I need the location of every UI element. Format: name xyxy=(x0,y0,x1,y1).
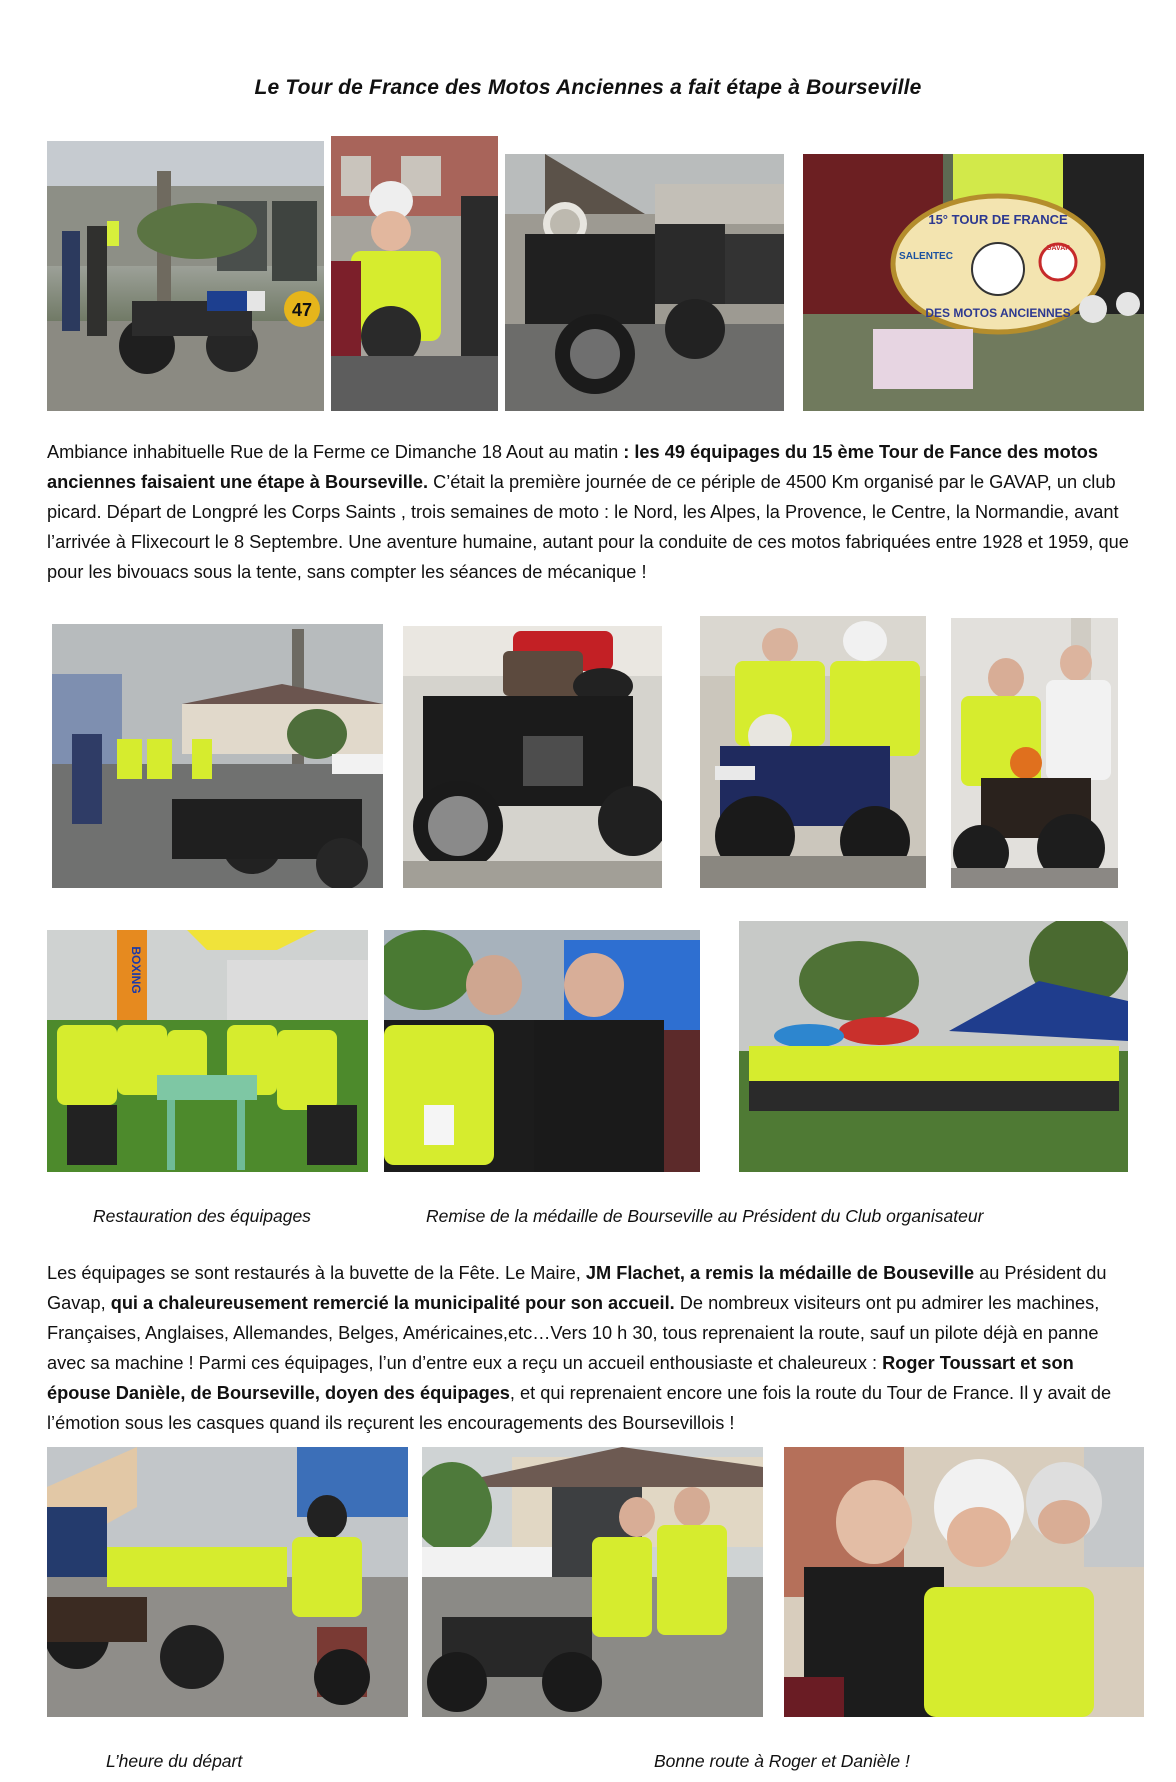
photo-riders-blue-motorcycle xyxy=(700,616,926,888)
caption-remise: Remise de la médaille de Bourseville au Président du Club organisateur xyxy=(426,1206,984,1226)
photo-street-participants xyxy=(52,624,383,888)
photo-roger-daniele xyxy=(784,1447,1144,1717)
paragraph-intro xyxy=(47,437,1137,587)
para2-text-1: Les équipages se sont restaurés à la buvette de la Fête. Le Maire, xyxy=(47,1263,586,1283)
caption-depart: L’heure du départ xyxy=(106,1751,243,1771)
photo-motorcycles-row xyxy=(505,154,784,411)
boxing-sign: BOXING xyxy=(129,946,143,994)
race-number: 47 xyxy=(291,300,313,320)
para2-bold-1: JM Flachet, a remis la médaille de Bouseville xyxy=(585,1263,975,1283)
photo-restauration xyxy=(47,930,368,1172)
photo-two-men-motorcycle xyxy=(951,618,1118,888)
photo-rider-helmet xyxy=(331,136,498,411)
badge-club-text: GAVAP xyxy=(1046,245,1070,252)
caption-restauration: Restauration des équipages xyxy=(93,1206,311,1226)
photo-tour-badge xyxy=(803,154,1144,411)
page-title: Le Tour de France des Motos Anciennes a fait étape à Bourseville xyxy=(254,76,922,99)
para2-bold-3: Roger Toussart et son épouse Danièle, de Bourseville, doyen des équipages xyxy=(47,1353,1074,1403)
para2-text-3: De nombreux visiteurs ont pu admirer les machines, Françaises, Anglaises, Allemandes, Belges, Américaines,etc…Vers 10 h 30, tous reprenaient la route, sauf un pilote déjà en panne avec sa machine ! Parmi ces équipages, l’un d’entre eux a reçu un accueil enthousiaste et chaleureux : xyxy=(47,1293,1100,1373)
photo-departure xyxy=(47,1447,408,1717)
para2-text-4: , et qui reprenaient encore une fois la route du Tour de France. Il y avait de l’émotion sous les casques quand ils reçurent les encouragements des Boursevillois ! xyxy=(47,1383,1112,1433)
photo-medal-handover xyxy=(384,930,700,1172)
photo-vincent-motorcycle xyxy=(403,626,662,888)
badge-bottom-text: DES MOTOS ANCIENNES xyxy=(925,306,1071,320)
para2-text-2: au Président du Gavap, xyxy=(47,1263,1107,1313)
photo-crowd-tents xyxy=(739,921,1128,1172)
photo-couple-motorcycle xyxy=(422,1447,763,1717)
para1-text-2: C’était la première journée de ce périple de 4500 Km organisé par le GAVAP, un club picard. Départ de Longpré les Corps Saints , trois semaines de moto : le Nord, les Alpes, la Provence, le Centre, la Normandie, avant l’arrivée à Flixecourt le 8 Septembre. Une aventure humaine, autant pour la conduite de ces motos fabriquées entre 1928 et 1959, que pour les bivouacs sous la tente, sans compter les séances de mécanique ! xyxy=(47,472,1129,582)
para1-text-1: Ambiance inhabituelle Rue de la Ferme ce Dimanche 18 Aout au matin xyxy=(47,442,624,462)
badge-sponsor-text: SALENTEC xyxy=(899,251,953,262)
caption-bonne-route: Bonne route à Roger et Danièle ! xyxy=(654,1751,910,1771)
photo-village-street-motorcycles xyxy=(47,141,324,411)
para2-bold-2: qui a chaleureusement remercié la municipalité pour son accueil. xyxy=(110,1293,675,1313)
badge-top-text: 15° TOUR DE FRANCE xyxy=(928,212,1068,227)
para1-bold-1: : les 49 équipages du 15 ème Tour de Fance des motos anciennes faisaient une étape à Bourseville. xyxy=(47,442,1098,492)
paragraph-events xyxy=(47,1258,1137,1438)
